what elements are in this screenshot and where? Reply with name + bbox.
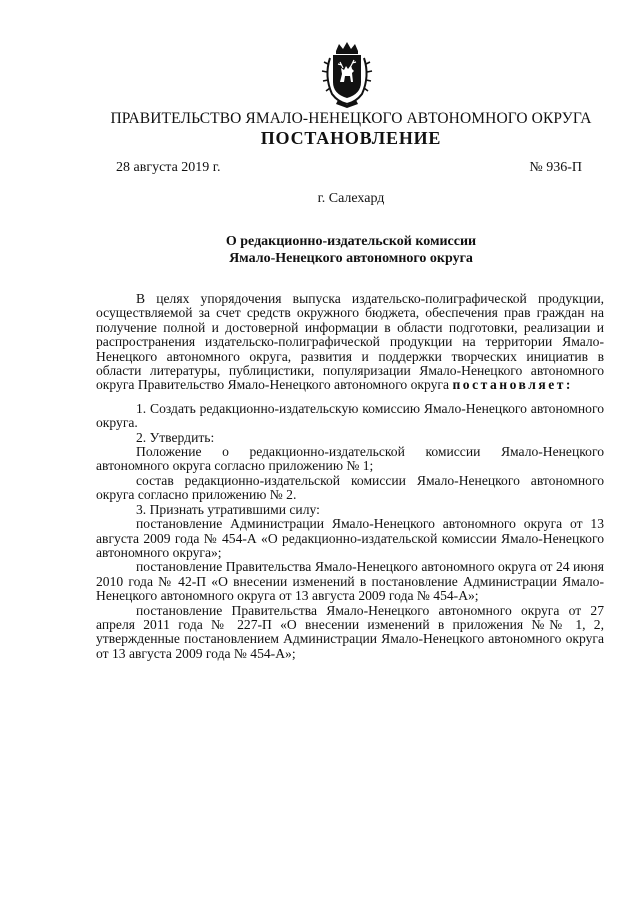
document-date: 28 августа 2019 г.: [116, 160, 221, 175]
item-3: 3. Признать утратившими силу:: [136, 501, 320, 517]
subject-line-1: О редакционно-издательской комиссии: [225, 234, 477, 249]
item-2: 2. Утвердить:: [136, 429, 215, 445]
item-3-decree-227p: постановление Правительства Ямало-Ненецкого автономного округа от 27 апреля 2011 года № 227-П «О внесении изменений в приложения №№ 1, 2, утвержденные постановлением Администрации Ямало-Ненецкого автономного округа от 13 августа 2009 года № 454-А»;: [96, 602, 604, 661]
item-3-decree-42p: постановление Правительства Ямало-Ненецкого автономного округа от 24 июня 2010 года № 42-П «О внесении изменений в постановление Администрации Ямало-Ненецкого автономного округа от 13 августа 2009 года № 454-А»;: [96, 559, 604, 604]
document-subject: [96, 233, 606, 267]
document-city: г. Салехард: [317, 191, 385, 206]
item-2-composition: состав редакционно-издательской комиссии Ямало-Ненецкого автономного округа согласно приложению № 2.: [96, 472, 604, 503]
item-1: 1. Создать редакционно-издательскую комиссию Ямало-Ненецкого автономного округа.: [96, 400, 604, 431]
preamble-paragraph: [96, 292, 604, 393]
coat-of-arms-emblem: [318, 42, 376, 108]
item-3-decree-454a: постановление Администрации Ямало-Ненецкого автономного округа от 13 августа 2009 года № 454-А «О редакционно-издательской комиссии Ямало-Ненецкого автономного округа»;: [96, 516, 604, 560]
document-body: [96, 292, 604, 661]
document-type: ПОСТАНОВЛЕНИЕ: [260, 128, 442, 148]
government-title: ПРАВИТЕЛЬСТВО ЯМАЛО-НЕНЕЦКОГО АВТОНОМНОГО ОКРУГА: [110, 110, 592, 127]
yamal-nenets-coat-of-arms-icon: [318, 42, 376, 108]
document-number: № 936-П: [529, 160, 582, 175]
preamble-text: В целях упорядочения выпуска издательско-полиграфической продукции, осуществляемой за счет средств окружного бюджета, обеспечения прав граждан на получение полной и достоверной информации в области подготовки, реализации и распространения издательско-полиграфической продукции на территории Ямало-Ненецкого автономного округа, развития и поддержки творческих инициатив в области литературы, публицистики, популяризации Ямало-Ненецкого автономного округа Правительство Ямало-Ненецкого автономного округа: [96, 291, 604, 393]
resolves-word: постановляет:: [452, 377, 573, 393]
item-2-regulation: Положение о редакционно-издательской комиссии Ямало-Ненецкого автономного округа согласно приложению № 1;: [96, 444, 604, 474]
subject-line-2: Ямало-Ненецкого автономного округа: [229, 251, 473, 266]
